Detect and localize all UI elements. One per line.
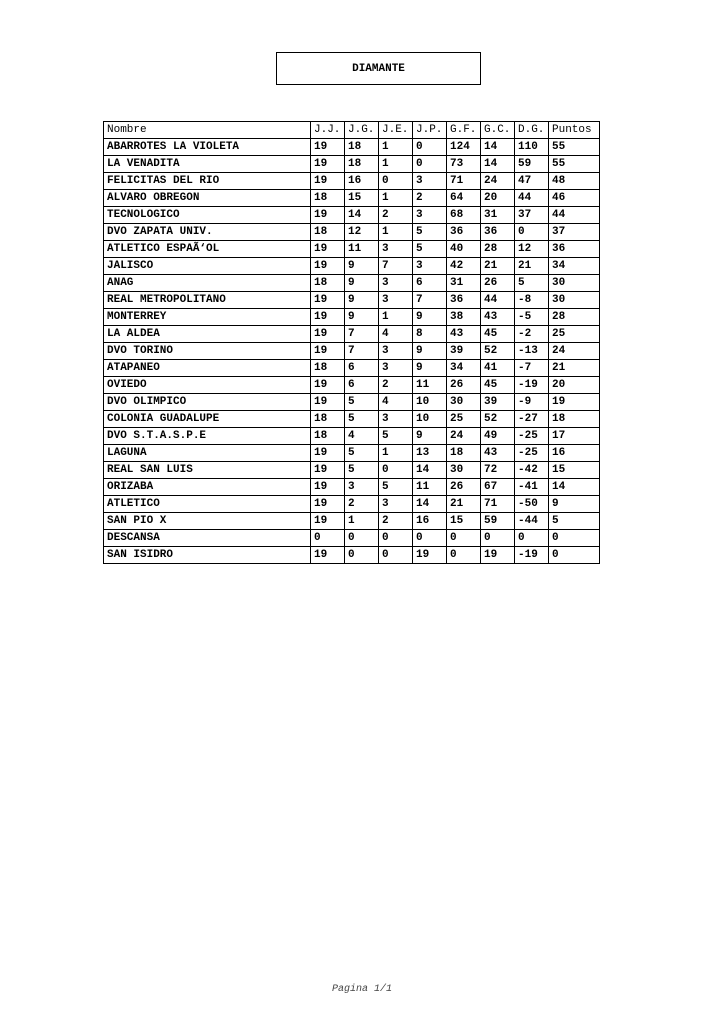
table-row xyxy=(104,462,600,479)
stat-cell: -2 xyxy=(515,326,549,343)
stat-cell: 5 xyxy=(379,479,413,496)
stat-cell: 46 xyxy=(549,190,600,207)
stat-cell: 71 xyxy=(447,173,481,190)
stat-cell: 6 xyxy=(345,360,379,377)
stat-cell: 40 xyxy=(447,241,481,258)
stat-cell: -7 xyxy=(515,360,549,377)
stat-cell: 0 xyxy=(481,530,515,547)
team-name-cell: ORIZABA xyxy=(104,479,311,496)
table-row xyxy=(104,258,600,275)
table-row xyxy=(104,547,600,564)
stat-cell: 8 xyxy=(413,326,447,343)
column-header: J.P. xyxy=(413,122,447,139)
stat-cell: 19 xyxy=(311,292,345,309)
stat-cell: 11 xyxy=(413,479,447,496)
stat-cell: 0 xyxy=(413,156,447,173)
stat-cell: 110 xyxy=(515,139,549,156)
stat-cell: 124 xyxy=(447,139,481,156)
stat-cell: 17 xyxy=(549,428,600,445)
stat-cell: 5 xyxy=(345,394,379,411)
stat-cell: 3 xyxy=(345,479,379,496)
stat-cell: 38 xyxy=(447,309,481,326)
stat-cell: 0 xyxy=(549,530,600,547)
table-row xyxy=(104,292,600,309)
stat-cell: 7 xyxy=(345,343,379,360)
stat-cell: 26 xyxy=(481,275,515,292)
table-row xyxy=(104,326,600,343)
stat-cell: 14 xyxy=(413,496,447,513)
stat-cell: 21 xyxy=(447,496,481,513)
stat-cell: 14 xyxy=(481,156,515,173)
stat-cell: 12 xyxy=(515,241,549,258)
stat-cell: 0 xyxy=(413,530,447,547)
stat-cell: 19 xyxy=(311,241,345,258)
stat-cell: 19 xyxy=(311,445,345,462)
stat-cell: 10 xyxy=(413,394,447,411)
team-name-cell: DVO S.T.A.S.P.E xyxy=(104,428,311,445)
stat-cell: 3 xyxy=(413,173,447,190)
stat-cell: 19 xyxy=(311,309,345,326)
stat-cell: 48 xyxy=(549,173,600,190)
table-row xyxy=(104,377,600,394)
stat-cell: 9 xyxy=(413,360,447,377)
stat-cell: 19 xyxy=(311,496,345,513)
stat-cell: -13 xyxy=(515,343,549,360)
stat-cell: 12 xyxy=(345,224,379,241)
stat-cell: 14 xyxy=(345,207,379,224)
stat-cell: 3 xyxy=(413,207,447,224)
table-row xyxy=(104,360,600,377)
table-row xyxy=(104,513,600,530)
stat-cell: 3 xyxy=(379,360,413,377)
stat-cell: 1 xyxy=(379,224,413,241)
stat-cell: 26 xyxy=(447,377,481,394)
stat-cell: 1 xyxy=(379,445,413,462)
stat-cell: 30 xyxy=(447,394,481,411)
stat-cell: 18 xyxy=(311,360,345,377)
page-footer: Pagina 1/1 xyxy=(331,984,392,995)
table-row xyxy=(104,207,600,224)
stat-cell: 44 xyxy=(515,190,549,207)
stat-cell: 64 xyxy=(447,190,481,207)
stat-cell: 19 xyxy=(413,547,447,564)
team-name-cell: REAL METROPOLITANO xyxy=(104,292,311,309)
stat-cell: 24 xyxy=(549,343,600,360)
table-row xyxy=(104,224,600,241)
stat-cell: 28 xyxy=(481,241,515,258)
stat-cell: 44 xyxy=(481,292,515,309)
stat-cell: 19 xyxy=(311,343,345,360)
stat-cell: 3 xyxy=(379,275,413,292)
column-header: J.G. xyxy=(345,122,379,139)
column-header: J.E. xyxy=(379,122,413,139)
stat-cell: 59 xyxy=(515,156,549,173)
stat-cell: 36 xyxy=(481,224,515,241)
team-name-cell: ATLETICO xyxy=(104,496,311,513)
team-name-cell: ABARROTES LA VIOLETA xyxy=(104,139,311,156)
stat-cell: 19 xyxy=(311,139,345,156)
stat-cell: 19 xyxy=(311,377,345,394)
stat-cell: 0 xyxy=(379,462,413,479)
column-header: G.C. xyxy=(481,122,515,139)
stat-cell: 18 xyxy=(345,139,379,156)
stat-cell: 59 xyxy=(481,513,515,530)
stat-cell: 49 xyxy=(481,428,515,445)
stat-cell: 5 xyxy=(379,428,413,445)
stat-cell: -27 xyxy=(515,411,549,428)
stat-cell: 2 xyxy=(379,513,413,530)
team-name-cell: ATAPANEO xyxy=(104,360,311,377)
stat-cell: 18 xyxy=(311,190,345,207)
stat-cell: 14 xyxy=(549,479,600,496)
stat-cell: 14 xyxy=(413,462,447,479)
stat-cell: 9 xyxy=(345,275,379,292)
stat-cell: 7 xyxy=(345,326,379,343)
stat-cell: 0 xyxy=(379,173,413,190)
column-header: J.J. xyxy=(311,122,345,139)
stat-cell: 67 xyxy=(481,479,515,496)
stat-cell: 73 xyxy=(447,156,481,173)
team-name-cell: COLONIA GUADALUPE xyxy=(104,411,311,428)
stat-cell: 13 xyxy=(413,445,447,462)
table-row xyxy=(104,241,600,258)
stat-cell: 30 xyxy=(549,292,600,309)
stat-cell: 9 xyxy=(345,258,379,275)
team-name-cell: TECNOLOGICO xyxy=(104,207,311,224)
stat-cell: 34 xyxy=(549,258,600,275)
table-row xyxy=(104,190,600,207)
team-name-cell: REAL SAN LUIS xyxy=(104,462,311,479)
stat-cell: 1 xyxy=(379,156,413,173)
stat-cell: 11 xyxy=(345,241,379,258)
stat-cell: 18 xyxy=(345,156,379,173)
table-row xyxy=(104,139,600,156)
team-name-cell: JALISCO xyxy=(104,258,311,275)
team-name-cell: LA ALDEA xyxy=(104,326,311,343)
stat-cell: 18 xyxy=(311,224,345,241)
stat-cell: 10 xyxy=(413,411,447,428)
table-row xyxy=(104,156,600,173)
stat-cell: 14 xyxy=(481,139,515,156)
stat-cell: 9 xyxy=(413,428,447,445)
table-row xyxy=(104,530,600,547)
stat-cell: 9 xyxy=(413,343,447,360)
stat-cell: 15 xyxy=(549,462,600,479)
stat-cell: -41 xyxy=(515,479,549,496)
team-name-cell: DVO TORINO xyxy=(104,343,311,360)
stat-cell: -19 xyxy=(515,377,549,394)
stat-cell: -9 xyxy=(515,394,549,411)
stat-cell: 18 xyxy=(447,445,481,462)
stat-cell: 16 xyxy=(413,513,447,530)
table-row xyxy=(104,275,600,292)
stat-cell: 19 xyxy=(311,547,345,564)
stat-cell: 45 xyxy=(481,326,515,343)
stat-cell: 1 xyxy=(379,139,413,156)
stat-cell: 21 xyxy=(481,258,515,275)
stat-cell: 4 xyxy=(379,394,413,411)
stat-cell: 36 xyxy=(447,224,481,241)
table-row xyxy=(104,309,600,326)
stat-cell: 9 xyxy=(345,309,379,326)
column-header: D.G. xyxy=(515,122,549,139)
stat-cell: 31 xyxy=(481,207,515,224)
stat-cell: 19 xyxy=(311,513,345,530)
team-name-cell: FELICITAS DEL RIO xyxy=(104,173,311,190)
stat-cell: 0 xyxy=(345,530,379,547)
stat-cell: 28 xyxy=(549,309,600,326)
team-name-cell: SAN PIO X xyxy=(104,513,311,530)
stat-cell: 15 xyxy=(447,513,481,530)
stat-cell: 2 xyxy=(345,496,379,513)
stat-cell: 9 xyxy=(549,496,600,513)
table-body xyxy=(104,139,600,564)
stat-cell: -5 xyxy=(515,309,549,326)
stat-cell: 5 xyxy=(345,411,379,428)
stat-cell: 3 xyxy=(379,496,413,513)
table-row xyxy=(104,496,600,513)
stat-cell: 2 xyxy=(413,190,447,207)
stat-cell: 6 xyxy=(345,377,379,394)
team-name-cell: ALVARO OBREGON xyxy=(104,190,311,207)
stat-cell: 52 xyxy=(481,411,515,428)
stat-cell: 5 xyxy=(549,513,600,530)
stat-cell: 25 xyxy=(549,326,600,343)
stat-cell: 43 xyxy=(447,326,481,343)
stat-cell: -25 xyxy=(515,428,549,445)
stat-cell: 30 xyxy=(447,462,481,479)
stat-cell: 19 xyxy=(311,326,345,343)
team-name-cell: DVO ZAPATA UNIV. xyxy=(104,224,311,241)
stat-cell: 21 xyxy=(515,258,549,275)
stat-cell: 5 xyxy=(413,241,447,258)
table-row xyxy=(104,411,600,428)
stat-cell: 18 xyxy=(311,411,345,428)
stat-cell: 16 xyxy=(345,173,379,190)
table-row xyxy=(104,479,600,496)
stat-cell: 9 xyxy=(345,292,379,309)
stat-cell: 5 xyxy=(345,462,379,479)
team-name-cell: OVIEDO xyxy=(104,377,311,394)
stat-cell: 55 xyxy=(549,139,600,156)
stat-cell: 2 xyxy=(379,207,413,224)
stat-cell: 3 xyxy=(379,343,413,360)
stat-cell: 18 xyxy=(311,428,345,445)
stat-cell: 16 xyxy=(549,445,600,462)
standings-table xyxy=(103,121,600,564)
stat-cell: 68 xyxy=(447,207,481,224)
stat-cell: 0 xyxy=(515,530,549,547)
stat-cell: 37 xyxy=(549,224,600,241)
table-row xyxy=(104,343,600,360)
stat-cell: 37 xyxy=(515,207,549,224)
stat-cell: 30 xyxy=(549,275,600,292)
stat-cell: 3 xyxy=(379,241,413,258)
stat-cell: 19 xyxy=(311,156,345,173)
stat-cell: 1 xyxy=(379,309,413,326)
stat-cell: 0 xyxy=(549,547,600,564)
stat-cell: 7 xyxy=(379,258,413,275)
stat-cell: 41 xyxy=(481,360,515,377)
team-name-cell: SAN ISIDRO xyxy=(104,547,311,564)
stat-cell: 43 xyxy=(481,309,515,326)
team-name-cell: LAGUNA xyxy=(104,445,311,462)
team-name-cell: DVO OLIMPICO xyxy=(104,394,311,411)
stat-cell: 4 xyxy=(379,326,413,343)
stat-cell: 19 xyxy=(311,258,345,275)
stat-cell: 42 xyxy=(447,258,481,275)
stat-cell: -50 xyxy=(515,496,549,513)
stat-cell: 72 xyxy=(481,462,515,479)
stat-cell: 34 xyxy=(447,360,481,377)
team-name-cell: MONTERREY xyxy=(104,309,311,326)
stat-cell: 52 xyxy=(481,343,515,360)
stat-cell: 36 xyxy=(549,241,600,258)
stat-cell: -25 xyxy=(515,445,549,462)
stat-cell: 20 xyxy=(481,190,515,207)
stat-cell: 9 xyxy=(413,309,447,326)
stat-cell: -19 xyxy=(515,547,549,564)
stat-cell: 19 xyxy=(311,394,345,411)
stat-cell: 47 xyxy=(515,173,549,190)
stat-cell: 3 xyxy=(379,411,413,428)
stat-cell: 0 xyxy=(379,547,413,564)
stat-cell: 6 xyxy=(413,275,447,292)
stat-cell: 0 xyxy=(379,530,413,547)
stat-cell: 24 xyxy=(447,428,481,445)
stat-cell: -8 xyxy=(515,292,549,309)
stat-cell: 1 xyxy=(379,190,413,207)
stat-cell: 5 xyxy=(515,275,549,292)
stat-cell: 0 xyxy=(413,139,447,156)
stat-cell: 18 xyxy=(549,411,600,428)
stat-cell: 43 xyxy=(481,445,515,462)
stat-cell: 31 xyxy=(447,275,481,292)
column-header: Puntos xyxy=(549,122,600,139)
column-header: G.F. xyxy=(447,122,481,139)
stat-cell: -44 xyxy=(515,513,549,530)
stat-cell: 19 xyxy=(549,394,600,411)
stat-cell: 36 xyxy=(447,292,481,309)
column-header: Nombre xyxy=(104,122,311,139)
table-row xyxy=(104,445,600,462)
table-header-row xyxy=(104,122,600,139)
stat-cell: 0 xyxy=(311,530,345,547)
page-title: DIAMANTE xyxy=(276,52,481,85)
stat-cell: 5 xyxy=(413,224,447,241)
stat-cell: 3 xyxy=(413,258,447,275)
team-name-cell: ATLETICO ESPAÃ‘OL xyxy=(104,241,311,258)
team-name-cell: ANAG xyxy=(104,275,311,292)
stat-cell: 11 xyxy=(413,377,447,394)
stat-cell: 19 xyxy=(481,547,515,564)
stat-cell: -42 xyxy=(515,462,549,479)
stat-cell: 7 xyxy=(413,292,447,309)
stat-cell: 0 xyxy=(447,547,481,564)
stat-cell: 5 xyxy=(345,445,379,462)
stat-cell: 0 xyxy=(345,547,379,564)
stat-cell: 19 xyxy=(311,207,345,224)
stat-cell: 0 xyxy=(447,530,481,547)
stat-cell: 3 xyxy=(379,292,413,309)
stat-cell: 2 xyxy=(379,377,413,394)
stat-cell: 71 xyxy=(481,496,515,513)
stat-cell: 39 xyxy=(447,343,481,360)
stat-cell: 24 xyxy=(481,173,515,190)
stat-cell: 45 xyxy=(481,377,515,394)
table-row xyxy=(104,394,600,411)
team-name-cell: DESCANSA xyxy=(104,530,311,547)
stat-cell: 20 xyxy=(549,377,600,394)
stat-cell: 19 xyxy=(311,462,345,479)
team-name-cell: LA VENADITA xyxy=(104,156,311,173)
stat-cell: 4 xyxy=(345,428,379,445)
stat-cell: 0 xyxy=(515,224,549,241)
stat-cell: 19 xyxy=(311,173,345,190)
stat-cell: 39 xyxy=(481,394,515,411)
table-row xyxy=(104,173,600,190)
stat-cell: 26 xyxy=(447,479,481,496)
stat-cell: 21 xyxy=(549,360,600,377)
stat-cell: 25 xyxy=(447,411,481,428)
stat-cell: 1 xyxy=(345,513,379,530)
stat-cell: 55 xyxy=(549,156,600,173)
stat-cell: 19 xyxy=(311,479,345,496)
table-row xyxy=(104,428,600,445)
stat-cell: 44 xyxy=(549,207,600,224)
stat-cell: 15 xyxy=(345,190,379,207)
stat-cell: 18 xyxy=(311,275,345,292)
